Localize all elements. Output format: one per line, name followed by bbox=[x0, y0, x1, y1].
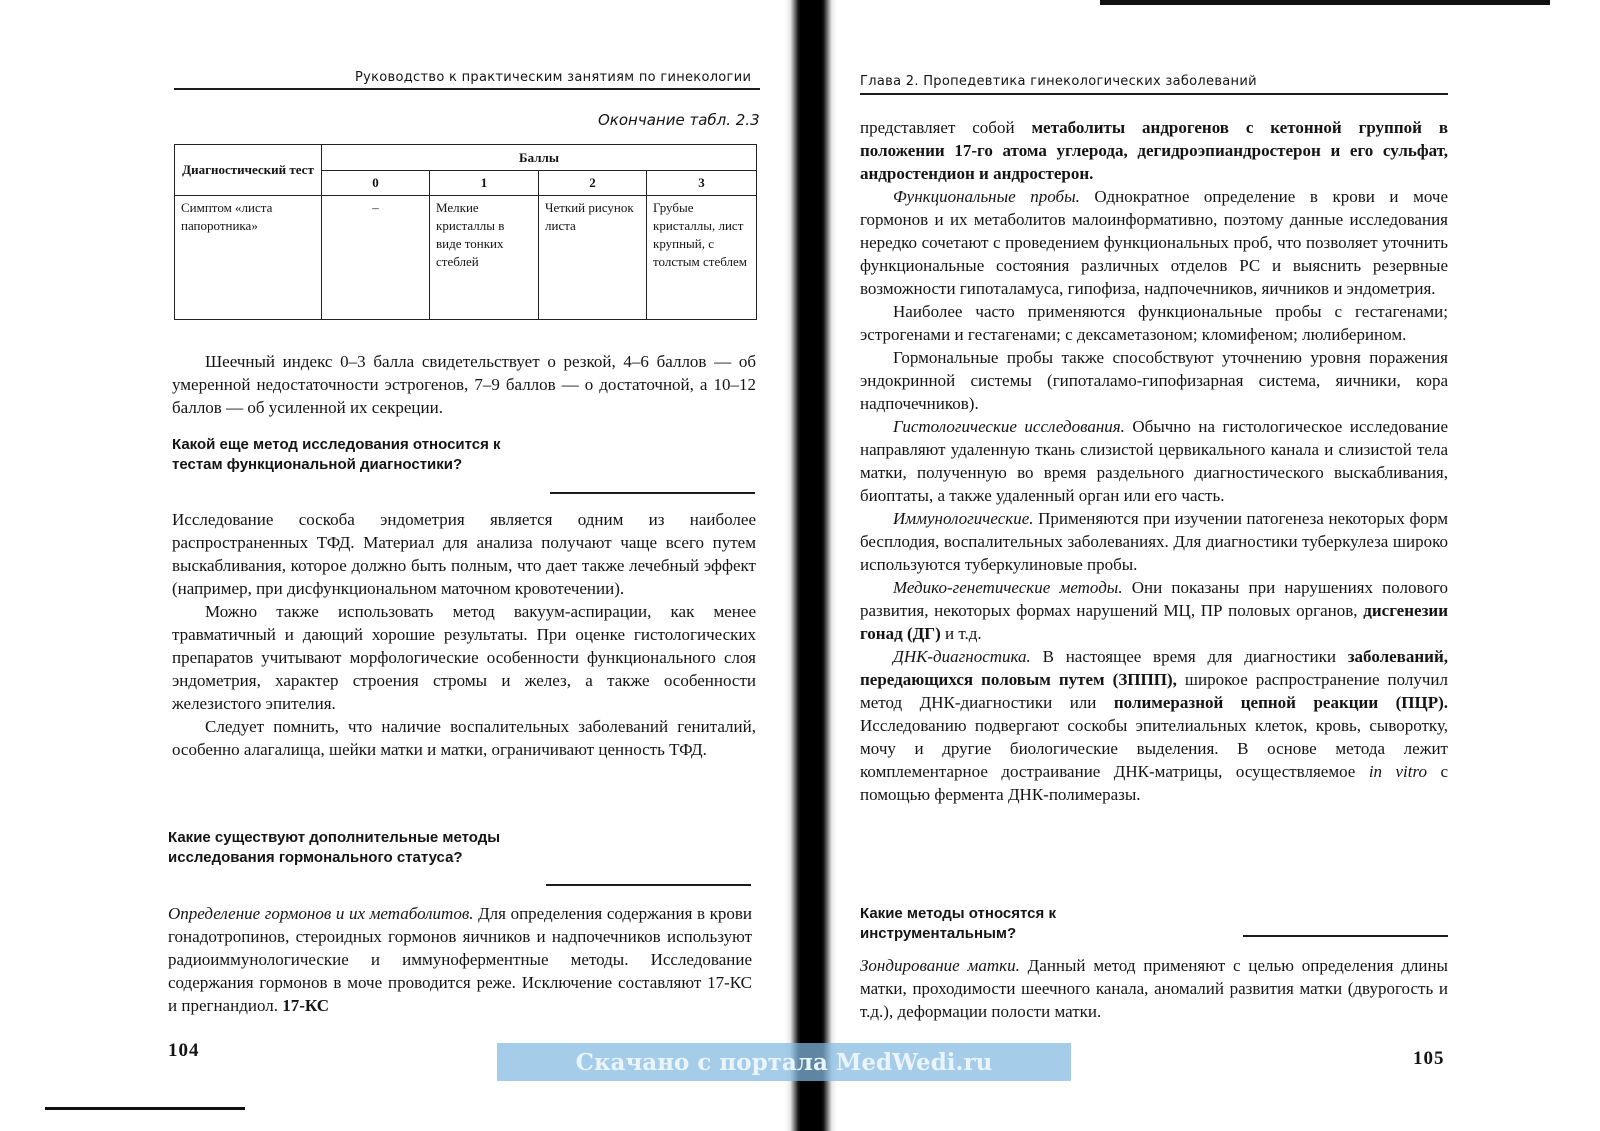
lead-term: Зондирование матки. bbox=[860, 956, 1020, 975]
page-number: 105 bbox=[1413, 1048, 1445, 1069]
table-header-test: Диагностический тест bbox=[175, 145, 322, 196]
bold-term: полимеразной цепной реакции (ПЦР). bbox=[1113, 693, 1449, 712]
running-head-left: Руководство к практическим занятиям по гинекологии bbox=[355, 70, 752, 85]
question-rule bbox=[550, 492, 755, 494]
bold-term: 17-КС bbox=[282, 996, 330, 1015]
paragraph-text: широкое распространение получил метод ДНК-диагностики или bbox=[860, 670, 1448, 712]
table-header-score-1: 1 bbox=[430, 171, 539, 196]
paragraph-text: с помощью фермента ДНК-полимеразы. bbox=[860, 762, 1448, 804]
paragraph-text: и т.д. bbox=[945, 624, 982, 643]
right-page bbox=[835, 0, 1600, 1131]
running-head-right: Глава 2. Пропедевтика гинекологических заболеваний bbox=[860, 74, 1257, 89]
table-header-score-2: 2 bbox=[539, 171, 647, 196]
table-cell-score-2: Четкий рисунок листа bbox=[539, 196, 647, 320]
scores-table bbox=[174, 144, 757, 320]
answer-block bbox=[860, 954, 1448, 1023]
table-header-scores: Баллы bbox=[322, 145, 757, 171]
paragraph-text: Данный метод применяют с целью определения длины матки, проходимости шеечного канала, аномалий развития матки (двурогость и т.д.), деформации полости матки. bbox=[860, 956, 1448, 1021]
question-heading: Какой еще метод исследования относится к тестам функциональной диагностики? bbox=[172, 436, 501, 473]
table-cell-score-3: Грубые кристаллы, лист крупный, с толстым стеблем bbox=[647, 196, 757, 320]
lead-term: Иммунологические. bbox=[893, 509, 1034, 528]
table-cell-test: Симптом «листа папоротника» bbox=[175, 196, 322, 320]
download-watermark bbox=[497, 1043, 1071, 1081]
table-caption: Окончание табл. 2.3 bbox=[598, 111, 760, 129]
table-row bbox=[175, 196, 757, 320]
page-number: 104 bbox=[168, 1040, 200, 1061]
paragraph: Наиболее часто применяются функциональные пробы с гестагенами; эстрогенами и гестагенами; с дексаметазоном; кломифеном; люлиберином. bbox=[860, 302, 1448, 344]
cervical-index-paragraph bbox=[172, 350, 756, 419]
question-rule bbox=[1243, 935, 1448, 937]
paragraph: Шеечный индекс 0–3 балла свидетельствует о резкой, 4–6 баллов — об умеренной недостаточности эстрогенов, 7–9 баллов — о достаточной, а 10–12 баллов — об усиленной их секреции. bbox=[172, 352, 756, 417]
paragraph: Исследование соскоба эндометрия является одним из наиболее распространенных ТФД. Материал для анализа получают чаще всего путем выскабливания, которое должно быть полным, что дает также лечебный эффект (например, при дисфункциональном маточном кровотечении). bbox=[172, 510, 756, 598]
paragraph-text: Исследованию подвергают соскобы эпителиальных клеток, кровь, сыворотку, мочу и другие биологические выделения. В основе метода лежит комплементарное достраивание ДНК-матрицы, осуществляемое bbox=[860, 716, 1448, 781]
paragraph-text: представляет собой bbox=[860, 118, 1032, 137]
bold-term: дисгенезии гонад (ДГ) bbox=[860, 601, 1448, 643]
paragraph-text: Они показаны при нарушениях полового развития, некоторых формах нарушений МЦ, ПР половых органов, bbox=[860, 578, 1448, 620]
watermark-text: Скачано с портала MedWedi.ru bbox=[575, 1048, 993, 1076]
table-cell-score-1: Мелкие кристаллы в виде тонких стеблей bbox=[430, 196, 539, 320]
paragraph-text: Однократное определение в крови и моче гормонов и их метаболитов малоинформативно, поэтому данные исследования нередко сочетают с проведением функциональных проб, что позволяет уточнить функциональные состояния различных отделов РС и выяснить резервные возможности гипоталамуса, гипофиза, надпочечников, яичников и эндометрия. bbox=[860, 187, 1449, 298]
answer-block bbox=[168, 902, 752, 1017]
book-binding-shadow bbox=[800, 0, 822, 1131]
paragraph: Следует помнить, что наличие воспалительных заболеваний гениталий, особенно алагалища, шейки матки и матки, ограничивают ценность ТФД. bbox=[172, 717, 756, 759]
table-header-score-3: 3 bbox=[647, 171, 757, 196]
paragraph-text: Для определения содержания в крови гонадотропинов, стероидных гормонов яичников и надпочечников используют радиоиммунологические и иммуноферментные методы. Исследование содержания гормонов в моче проводится реже. Исключение составляют 17-КС и прегнандиол. bbox=[168, 904, 753, 1015]
paragraph-text: Применяются при изучении патогенеза некоторых форм бесплодия, воспалительных заболеваниях. Для диагностики туберкулеза широко используются туберкулиновые пробы. bbox=[860, 509, 1449, 574]
question-rule bbox=[546, 884, 751, 886]
lead-term: Гистологические исследования. bbox=[893, 417, 1125, 436]
header-rule-left bbox=[174, 88, 760, 90]
right-text-block bbox=[860, 116, 1448, 806]
table-cell-score-0: – bbox=[322, 196, 430, 320]
lead-term: Медико-генетические методы. bbox=[893, 578, 1123, 597]
lead-term: Определение гормонов и их метаболитов. bbox=[168, 904, 474, 923]
question-heading: Какие методы относятся к инструментальным? bbox=[860, 905, 1056, 942]
lead-term: Функциональные пробы. bbox=[893, 187, 1080, 206]
bold-term: метаболиты андрогенов с кетонной группой в положении 17-го атома углерода, дегидроэпиандростерон и его сульфат, андростендион и андростерон. bbox=[860, 118, 1449, 183]
italic-term: in vitro bbox=[1368, 762, 1427, 781]
answer-block bbox=[172, 508, 756, 761]
paragraph: Можно также использовать метод вакуум-аспирации, как менее травматичный и дающий хорошие результаты. При оценке гистологических препаратов учитывают морфологические особенности функционального слоя эндометрия, характер строения стромы и желез, а также особенности железистого эпителия. bbox=[172, 602, 756, 713]
question-heading: Какие существуют дополнительные методы исследования гормонального статуса? bbox=[168, 829, 501, 866]
lead-term: ДНК-диагностика. bbox=[893, 647, 1031, 666]
header-rule-right bbox=[860, 93, 1448, 95]
paragraph-text: В настоящее время для диагностики bbox=[1042, 647, 1336, 666]
paragraph: Гормональные пробы также способствуют уточнению уровня поражения эндокринной системы (гипоталамо-гипофизарная система, яичники, кора надпочечников). bbox=[860, 348, 1448, 413]
table-header-score-0: 0 bbox=[322, 171, 430, 196]
paragraph-text: Обычно на гистологическое исследование направляют удаленную ткань слизистой цервикального канала и слизистой тела матки, полученную во время раздельного диагностического выскабливания, биоптаты, а также удаленный орган или его часть. bbox=[860, 417, 1449, 505]
left-page bbox=[0, 0, 790, 1131]
bold-term: заболеваний, передающихся половым путем (ЗППП), bbox=[860, 647, 1449, 689]
